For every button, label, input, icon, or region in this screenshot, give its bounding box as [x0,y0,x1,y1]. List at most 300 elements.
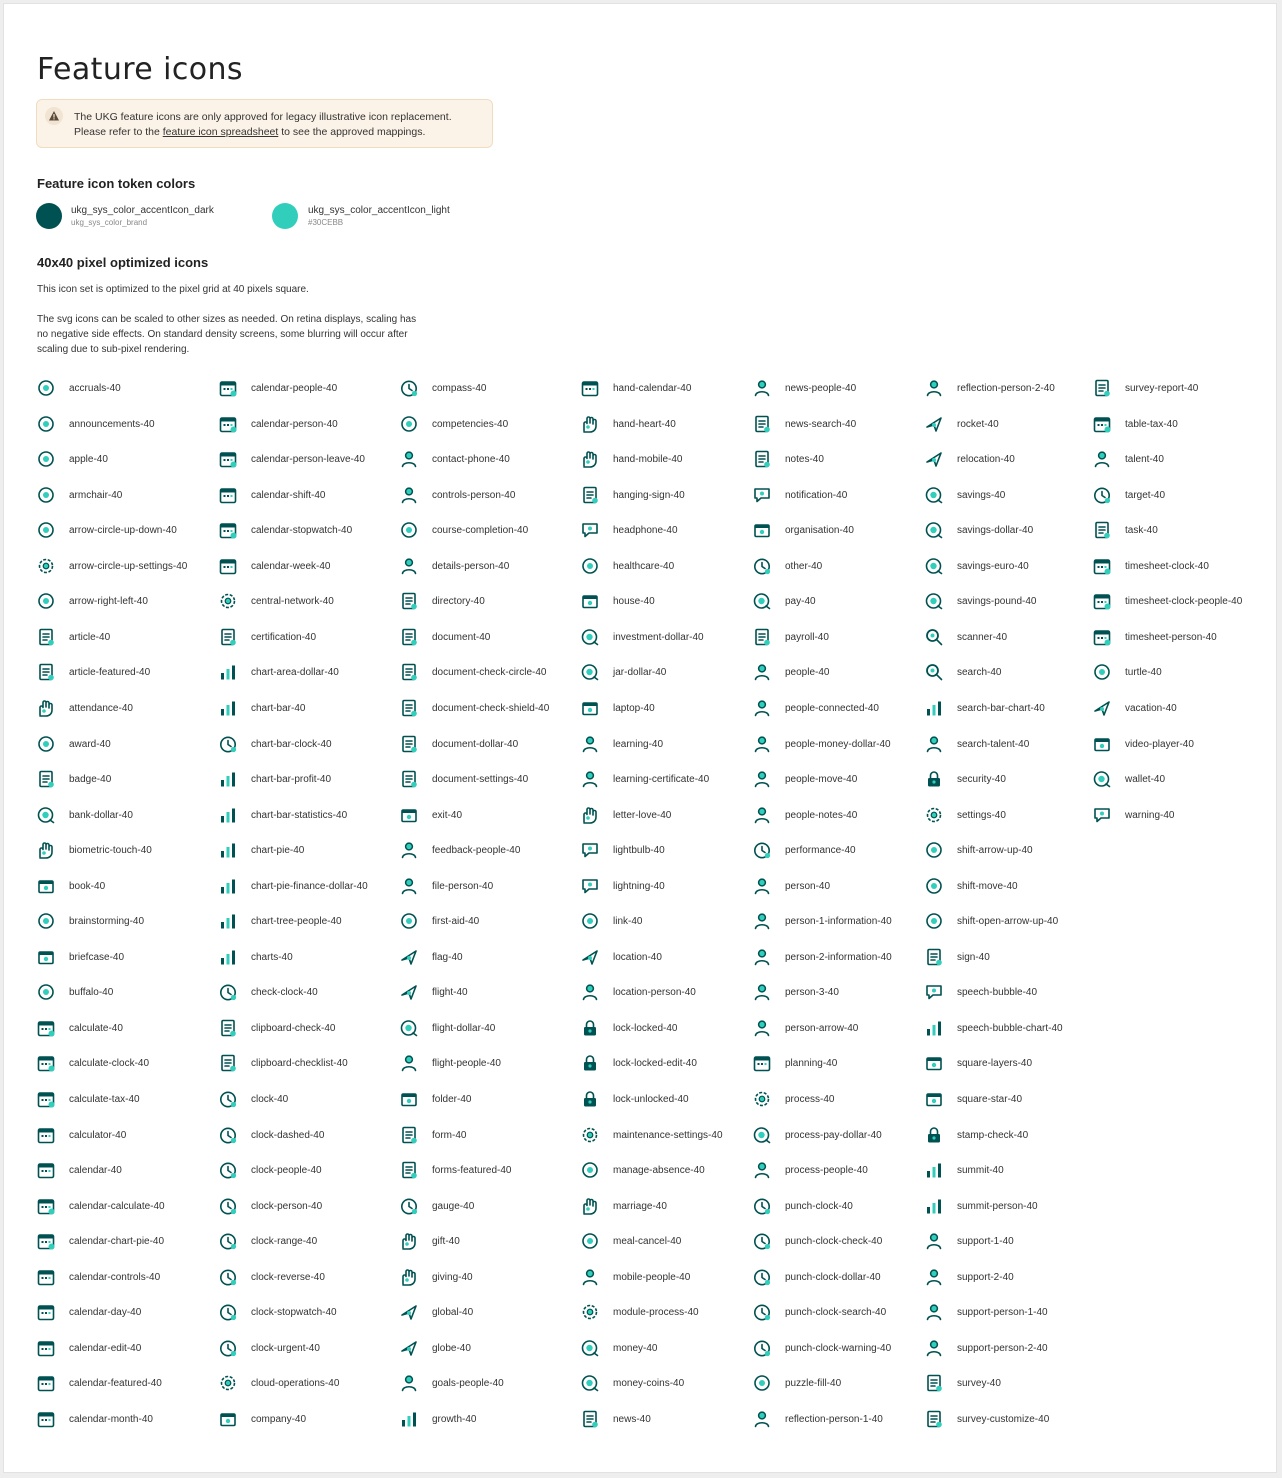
icon-entry-clock-range-40[interactable] [218,1229,317,1253]
icon-label: talent-40 [1125,453,1164,465]
icon-entry-table-tax-40[interactable] [1092,412,1178,436]
icon-entry-hanging-sign-40[interactable] [580,483,685,507]
icon-entry-arrow-right-left-40[interactable] [36,589,148,613]
arrow-right-left-icon [36,591,56,611]
calendar-icon [36,1160,56,1180]
headphone-icon [580,520,600,540]
icon-entry-forms-featured-40[interactable] [399,1158,511,1182]
icon-entry-biometric-touch-40[interactable] [36,838,152,862]
icon-entry-global-40[interactable] [399,1300,473,1324]
icon-label: other-40 [785,560,823,572]
icon-entry-search-talent-40[interactable] [924,732,1029,756]
icon-entry-support-person-1-40[interactable] [924,1300,1048,1324]
icon-entry-calculate-clock-40[interactable] [36,1051,149,1075]
contact-phone-icon [399,449,419,469]
icon-entry-clock-dashed-40[interactable] [218,1123,324,1147]
icon-entry-arrow-circle-up-down-40[interactable] [36,518,177,542]
icon-label: clock-reverse-40 [251,1271,325,1283]
icon-entry-calendar-chart-pie-40[interactable] [36,1229,164,1253]
icon-entry-savings-pound-40[interactable] [924,589,1037,613]
icon-label: hand-heart-40 [613,418,676,430]
icon-entry-armchair-40[interactable] [36,483,122,507]
icon-entry-hand-heart-40[interactable] [580,412,676,436]
chart-pie-finance-dollar-icon [218,876,238,896]
icon-label: money-40 [613,1342,658,1354]
icon-entry-survey-report-40[interactable] [1092,376,1198,400]
icon-label: flight-dollar-40 [432,1022,496,1034]
shift-arrow-up-icon [924,840,944,860]
icon-label: calendar-shift-40 [251,489,326,501]
icon-entry-module-process-40[interactable] [580,1300,699,1324]
icon-label: lock-unlocked-40 [613,1093,689,1105]
icon-label: armchair-40 [69,489,123,501]
icon-entry-wallet-40[interactable] [1092,767,1165,791]
icon-label: calendar-people-40 [251,382,338,394]
icon-entry-form-40[interactable] [399,1123,466,1147]
icon-entry-calculate-40[interactable] [36,1016,123,1040]
icon-label: hand-mobile-40 [613,453,683,465]
jar-dollar-icon [580,662,600,682]
icon-entry-turtle-40[interactable] [1092,660,1162,684]
icon-entry-punch-clock-40[interactable] [752,1194,853,1218]
icon-entry-calendar-people-40[interactable] [218,376,337,400]
process-pay-dollar-icon [752,1125,772,1145]
icon-entry-calendar-controls-40[interactable] [36,1265,160,1289]
icon-entry-article-featured-40[interactable] [36,660,150,684]
icon-entry-maintenance-settings-40[interactable] [580,1123,723,1147]
icon-label: mobile-people-40 [613,1271,691,1283]
icon-entry-file-person-40[interactable] [399,874,493,898]
icon-entry-process-pay-dollar-40[interactable] [752,1123,882,1147]
icon-label: arrow-right-left-40 [69,595,148,607]
icon-entry-book-40[interactable] [36,874,105,898]
speech-bubble-chart-icon [924,1018,944,1038]
icon-entry-survey-customize-40[interactable] [924,1407,1049,1431]
icon-entry-settings-40[interactable] [924,803,1006,827]
icon-entry-scanner-40[interactable] [924,625,1007,649]
icon-entry-details-person-40[interactable] [399,554,509,578]
icon-entry-person-2-information-40[interactable] [752,945,892,969]
icon-entry-location-person-40[interactable] [580,980,696,1004]
icon-entry-planning-40[interactable] [752,1051,837,1075]
icon-label: exit-40 [432,809,463,821]
chart-tree-people-icon [218,911,238,931]
icon-entry-giving-40[interactable] [399,1265,473,1289]
icon-entry-chart-bar-clock-40[interactable] [218,732,332,756]
book-icon [36,876,56,896]
icon-label: timesheet-clock-people-40 [1125,595,1243,607]
icon-entry-person-arrow-40[interactable] [752,1016,858,1040]
icon-entry-lock-locked-edit-40[interactable] [580,1051,697,1075]
article-featured-icon [36,662,56,682]
icon-entry-marriage-40[interactable] [580,1194,667,1218]
calendar-month-icon [36,1409,56,1429]
icon-label: course-completion-40 [432,524,529,536]
icon-entry-document-settings-40[interactable] [399,767,528,791]
icon-entry-people-40[interactable] [752,660,829,684]
icon-entry-stamp-check-40[interactable] [924,1123,1028,1147]
icon-entry-calendar-person-40[interactable] [218,412,338,436]
icon-label: headphone-40 [613,524,678,536]
icon-entry-process-40[interactable] [752,1087,834,1111]
icon-entry-investment-dollar-40[interactable] [580,625,704,649]
icon-entry-folder-40[interactable] [399,1087,471,1111]
icon-entry-award-40[interactable] [36,732,111,756]
icon-label: learning-certificate-40 [613,773,710,785]
icon-entry-feedback-people-40[interactable] [399,838,520,862]
icon-entry-announcements-40[interactable] [36,412,155,436]
armchair-icon [36,485,56,505]
icon-entry-news-search-40[interactable] [752,412,856,436]
icon-label: clock-people-40 [251,1164,322,1176]
icon-entry-rocket-40[interactable] [924,412,999,436]
icon-label: gift-40 [432,1235,460,1247]
icon-entry-search-40[interactable] [924,660,1001,684]
icon-entry-competencies-40[interactable] [399,412,508,436]
icon-entry-chart-bar-profit-40[interactable] [218,767,331,791]
icon-entry-chart-bar-40[interactable] [218,696,305,720]
letter-love-icon [580,805,600,825]
icon-entry-document-check-circle-40[interactable] [399,660,547,684]
icon-entry-people-connected-40[interactable] [752,696,879,720]
accent-dark-swatch [36,203,62,229]
icon-label: location-person-40 [613,986,696,998]
icon-entry-chart-pie-finance-dollar-40[interactable] [218,874,368,898]
icon-entry-document-check-shield-40[interactable] [399,696,549,720]
icon-entry-pay-40[interactable] [752,589,816,613]
icon-label: punch-clock-check-40 [785,1235,883,1247]
icon-entry-directory-40[interactable] [399,589,485,613]
icon-entry-clock-stopwatch-40[interactable] [218,1300,337,1324]
icon-entry-support-person-2-40[interactable] [924,1336,1048,1360]
icon-entry-globe-40[interactable] [399,1336,471,1360]
icon-entry-shift-arrow-up-40[interactable] [924,838,1033,862]
icon-label: settings-40 [957,809,1006,821]
icon-entry-news-people-40[interactable] [752,376,856,400]
icon-entry-meal-cancel-40[interactable] [580,1229,681,1253]
folder-icon [399,1089,419,1109]
icon-entry-location-40[interactable] [580,945,662,969]
icon-entry-lock-unlocked-40[interactable] [580,1087,689,1111]
icon-label: feedback-people-40 [432,844,521,856]
icon-entry-mobile-people-40[interactable] [580,1265,690,1289]
icon-entry-gauge-40[interactable] [399,1194,474,1218]
icon-entry-chart-area-dollar-40[interactable] [218,660,339,684]
icon-entry-badge-40[interactable] [36,767,111,791]
icon-entry-buffalo-40[interactable] [36,980,113,1004]
icon-label: rocket-40 [957,418,999,430]
icon-entry-document-40[interactable] [399,625,490,649]
icon-entry-flight-people-40[interactable] [399,1051,501,1075]
icon-label: news-40 [613,1413,651,1425]
icon-entry-letter-love-40[interactable] [580,803,671,827]
icon-label: process-people-40 [785,1164,868,1176]
icon-entry-flight-dollar-40[interactable] [399,1016,495,1040]
icon-entry-lightbulb-40[interactable] [580,838,665,862]
icon-entry-hand-calendar-40[interactable] [580,376,691,400]
icon-entry-timesheet-clock-40[interactable] [1092,554,1209,578]
icon-entry-support-2-40[interactable] [924,1265,1014,1289]
people-connected-icon [752,698,772,718]
icon-entry-attendance-40[interactable] [36,696,133,720]
icon-label: person-40 [785,880,831,892]
icon-label: video-player-40 [1125,738,1194,750]
icon-entry-house-40[interactable] [580,589,655,613]
icon-entry-process-people-40[interactable] [752,1158,868,1182]
icon-label: lightbulb-40 [613,844,665,856]
icon-entry-video-player-40[interactable] [1092,732,1194,756]
icon-entry-vacation-40[interactable] [1092,696,1177,720]
icon-entry-sign-40[interactable] [924,945,990,969]
icon-entry-calendar-stopwatch-40[interactable] [218,518,352,542]
icon-entry-article-40[interactable] [36,625,110,649]
icon-entry-support-1-40[interactable] [924,1229,1014,1253]
icon-entry-link-40[interactable] [580,909,642,933]
calendar-chart-pie-icon [36,1231,56,1251]
icon-entry-summit-person-40[interactable] [924,1194,1038,1218]
exit-icon [399,805,419,825]
icon-entry-clock-person-40[interactable] [218,1194,322,1218]
icon-entry-savings-dollar-40[interactable] [924,518,1033,542]
icon-entry-calendar-day-40[interactable] [36,1300,141,1324]
icon-entry-clock-urgent-40[interactable] [218,1336,320,1360]
icon-entry-course-completion-40[interactable] [399,518,528,542]
icon-entry-healthcare-40[interactable] [580,554,674,578]
icon-entry-shift-open-arrow-up-40[interactable] [924,909,1058,933]
icon-entry-calendar-calculate-40[interactable] [36,1194,165,1218]
people-money-dollar-icon [752,734,772,754]
icon-entry-contact-phone-40[interactable] [399,447,510,471]
company-icon [218,1409,238,1429]
icon-entry-shift-move-40[interactable] [924,874,1018,898]
icon-entry-people-notes-40[interactable] [752,803,857,827]
icon-label: person-2-information-40 [785,951,892,963]
icon-entry-document-dollar-40[interactable] [399,732,518,756]
document-dollar-icon [399,734,419,754]
icon-entry-calendar-featured-40[interactable] [36,1371,162,1395]
icon-entry-chart-pie-40[interactable] [218,838,304,862]
icon-label: calendar-day-40 [69,1306,142,1318]
icon-entry-savings-40[interactable] [924,483,1005,507]
icon-entry-goals-people-40[interactable] [399,1371,504,1395]
icon-entry-calendar-person-leave-40[interactable] [218,447,365,471]
icon-entry-gift-40[interactable] [399,1229,460,1253]
icon-entry-bank-dollar-40[interactable] [36,803,133,827]
icon-entry-speech-bubble-chart-40[interactable] [924,1016,1063,1040]
icon-entry-warning-40[interactable] [1092,803,1174,827]
icon-entry-news-40[interactable] [580,1407,651,1431]
icon-entry-controls-person-40[interactable] [399,483,515,507]
clipboard-checklist-icon [218,1053,238,1073]
icon-entry-organisation-40[interactable] [752,518,854,542]
feature-icon-spreadsheet-link[interactable]: feature icon spreadsheet [162,126,279,138]
calculate-tax-icon [36,1089,56,1109]
icon-entry-reflection-person-2-40[interactable] [924,376,1055,400]
icon-entry-task-40[interactable] [1092,518,1158,542]
icon-label: turtle-40 [1125,666,1162,678]
icon-entry-chart-tree-people-40[interactable] [218,909,342,933]
icon-label: savings-pound-40 [957,595,1037,607]
icon-entry-talent-40[interactable] [1092,447,1164,471]
icon-entry-calculator-40[interactable] [36,1123,126,1147]
performance-icon [752,840,772,860]
icon-entry-square-layers-40[interactable] [924,1051,1032,1075]
icon-entry-notes-40[interactable] [752,447,824,471]
icon-entry-growth-40[interactable] [399,1407,476,1431]
icon-entry-person-40[interactable] [752,874,830,898]
icon-entry-central-network-40[interactable] [218,589,334,613]
icon-entry-performance-40[interactable] [752,838,856,862]
icon-entry-calendar-shift-40[interactable] [218,483,325,507]
icon-entry-learning-40[interactable] [580,732,663,756]
bank-dollar-icon [36,805,56,825]
icon-label: clock-urgent-40 [251,1342,320,1354]
wallet-icon [1092,769,1112,789]
icon-entry-clipboard-check-40[interactable] [218,1016,336,1040]
icon-entry-clock-people-40[interactable] [218,1158,322,1182]
icon-entry-person-3-40[interactable] [752,980,839,1004]
announcements-icon [36,414,56,434]
icon-label: calendar-featured-40 [69,1377,162,1389]
icon-entry-lightning-40[interactable] [580,874,665,898]
icon-label: location-40 [613,951,662,963]
icon-entry-person-1-information-40[interactable] [752,909,892,933]
icon-entry-payroll-40[interactable] [752,625,829,649]
planning-icon [752,1053,772,1073]
icon-label: chart-tree-people-40 [251,915,342,927]
icon-entry-apple-40[interactable] [36,447,108,471]
summit-icon [924,1160,944,1180]
icon-entry-briefcase-40[interactable] [36,945,124,969]
icon-entry-speech-bubble-40[interactable] [924,980,1037,1004]
icon-entry-cloud-operations-40[interactable] [218,1371,339,1395]
talent-icon [1092,449,1112,469]
location-icon [580,947,600,967]
icon-entry-people-money-dollar-40[interactable] [752,732,891,756]
icon-label: punch-clock-warning-40 [785,1342,892,1354]
icon-label: controls-person-40 [432,489,516,501]
icon-entry-manage-absence-40[interactable] [580,1158,705,1182]
icon-entry-calendar-edit-40[interactable] [36,1336,141,1360]
savings-euro-icon [924,556,944,576]
icon-entry-punch-clock-search-40[interactable] [752,1300,886,1324]
vacation-icon [1092,698,1112,718]
icon-entry-clipboard-checklist-40[interactable] [218,1051,348,1075]
icon-entry-summit-40[interactable] [924,1158,1004,1182]
icon-label: check-clock-40 [251,986,318,998]
icon-entry-relocation-40[interactable] [924,447,1015,471]
icon-entry-punch-clock-warning-40[interactable] [752,1336,891,1360]
icon-entry-brainstorming-40[interactable] [36,909,144,933]
icon-entry-notification-40[interactable] [752,483,847,507]
icon-entry-punch-clock-dollar-40[interactable] [752,1265,881,1289]
icon-label: briefcase-40 [69,951,125,963]
icon-label: pay-40 [785,595,816,607]
icon-entry-compass-40[interactable] [399,376,486,400]
icon-entry-money-40[interactable] [580,1336,657,1360]
icon-label: brainstorming-40 [69,915,145,927]
icon-entry-calculate-tax-40[interactable] [36,1087,140,1111]
icon-entry-timesheet-person-40[interactable] [1092,625,1217,649]
icon-entry-survey-40[interactable] [924,1371,1001,1395]
icon-entry-clock-reverse-40[interactable] [218,1265,325,1289]
icon-label: shift-move-40 [957,880,1018,892]
icon-entry-accruals-40[interactable] [36,376,121,400]
icon-entry-charts-40[interactable] [218,945,293,969]
calendar-shift-icon [218,485,238,505]
gift-icon [399,1231,419,1251]
icon-entry-chart-bar-statistics-40[interactable] [218,803,347,827]
person-arrow-icon [752,1018,772,1038]
icon-entry-company-40[interactable] [218,1407,306,1431]
icon-entry-arrow-circle-up-settings-40[interactable] [36,554,187,578]
timesheet-clock-people-icon [1092,591,1112,611]
document-icon [399,627,419,647]
flight-dollar-icon [399,1018,419,1038]
flag-icon [399,947,419,967]
growth-icon [399,1409,419,1429]
icon-entry-calendar-40[interactable] [36,1158,122,1182]
person-icon [752,876,772,896]
icon-label: process-pay-dollar-40 [785,1129,882,1141]
icon-entry-first-aid-40[interactable] [399,909,479,933]
icon-entry-search-bar-chart-40[interactable] [924,696,1045,720]
video-player-icon [1092,734,1112,754]
icon-label: notification-40 [785,489,848,501]
icon-entry-money-coins-40[interactable] [580,1371,684,1395]
icon-label: attendance-40 [69,702,133,714]
icon-entry-calendar-month-40[interactable] [36,1407,153,1431]
icon-entry-savings-euro-40[interactable] [924,554,1029,578]
icon-entry-other-40[interactable] [752,554,822,578]
icon-entry-flight-40[interactable] [399,980,468,1004]
icon-entry-exit-40[interactable] [399,803,462,827]
first-aid-icon [399,911,419,931]
document-settings-icon [399,769,419,789]
icon-entry-security-40[interactable] [924,767,1006,791]
goals-people-icon [399,1373,419,1393]
icon-entry-puzzle-fill-40[interactable] [752,1371,841,1395]
icon-entry-punch-clock-check-40[interactable] [752,1229,882,1253]
icon-entry-laptop-40[interactable] [580,696,655,720]
icon-entry-people-move-40[interactable] [752,767,857,791]
icon-label: person-3-40 [785,986,839,998]
icon-label: badge-40 [69,773,112,785]
icon-entry-square-star-40[interactable] [924,1087,1022,1111]
icon-label: calculate-clock-40 [69,1057,150,1069]
icon-entry-timesheet-clock-people-40[interactable] [1092,589,1242,613]
support-person-2-icon [924,1338,944,1358]
icon-entry-hand-mobile-40[interactable] [580,447,683,471]
flight-people-icon [399,1053,419,1073]
page-title: Feature icons [37,52,243,87]
icon-entry-headphone-40[interactable] [580,518,678,542]
icon-entry-clock-40[interactable] [218,1087,288,1111]
pay-icon [752,591,772,611]
icon-entry-check-clock-40[interactable] [218,980,318,1004]
icon-label: calendar-stopwatch-40 [251,524,353,536]
icon-entry-lock-locked-40[interactable] [580,1016,677,1040]
icon-entry-learning-certificate-40[interactable] [580,767,709,791]
icon-entry-reflection-person-1-40[interactable] [752,1407,883,1431]
icon-entry-calendar-week-40[interactable] [218,554,331,578]
icon-entry-certification-40[interactable] [218,625,316,649]
icon-entry-flag-40[interactable] [399,945,463,969]
lock-locked-edit-icon [580,1053,600,1073]
icon-entry-jar-dollar-40[interactable] [580,660,666,684]
icon-label: vacation-40 [1125,702,1177,714]
icon-entry-target-40[interactable] [1092,483,1165,507]
